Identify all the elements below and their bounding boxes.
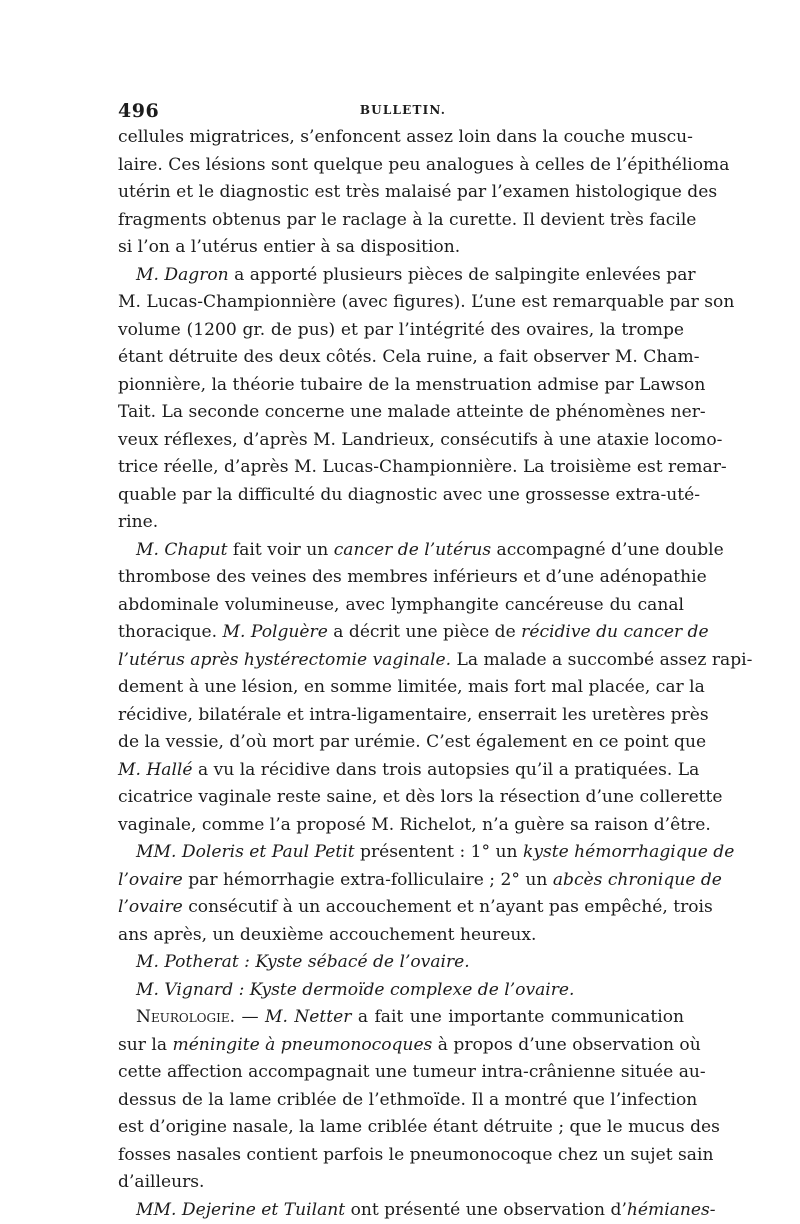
italic-text: M. Vignard : Kyste dermoïde complexe de l’ovaire. bbox=[136, 980, 575, 1000]
text-run: dement à une lésion, en somme limitée, mais fort mal placée, car la bbox=[118, 677, 705, 697]
italic-text: M. Polguère bbox=[223, 622, 328, 642]
text-line bbox=[118, 674, 684, 702]
italic-text: l’ovaire bbox=[118, 870, 183, 890]
text-run: fait voir un bbox=[227, 540, 333, 560]
italic-text: cancer de l’utérus bbox=[334, 540, 491, 560]
text-run: de la vessie, d’où mort par urémie. C’est également en ce point que bbox=[118, 732, 706, 752]
text-run: thrombose des veines des membres inférieurs et d’une adénopathie bbox=[118, 567, 707, 587]
body-text bbox=[118, 124, 684, 1224]
text-run: fosses nasales contient parfois le pneumonocoque chez un sujet sain bbox=[118, 1145, 713, 1165]
text-run: a fait une importante communication bbox=[351, 1007, 684, 1027]
text-run: accompagné d’une double bbox=[491, 540, 724, 560]
text-run: thoracique. bbox=[118, 622, 223, 642]
text-line bbox=[118, 564, 684, 592]
text-run: laire. Ces lésions sont quelque peu analogues à celles de l’épithélioma bbox=[118, 155, 729, 175]
text-run: — bbox=[235, 1007, 265, 1027]
text-line bbox=[118, 784, 684, 812]
text-line bbox=[118, 262, 684, 290]
text-run: rine. bbox=[118, 512, 158, 532]
text-line bbox=[118, 207, 684, 235]
text-line bbox=[118, 729, 684, 757]
text-line bbox=[118, 949, 684, 977]
text-run: étant détruite des deux côtés. Cela ruine, a fait observer M. Cham- bbox=[118, 347, 700, 367]
text-line bbox=[118, 1087, 684, 1115]
text-line bbox=[118, 289, 684, 317]
text-line bbox=[118, 867, 684, 895]
page-number: 496 bbox=[118, 100, 159, 122]
text-line bbox=[118, 757, 684, 785]
text-line bbox=[118, 234, 684, 262]
text-run: sur la bbox=[118, 1035, 172, 1055]
text-line bbox=[118, 647, 684, 675]
text-line bbox=[118, 179, 684, 207]
italic-text: MM. Dejerine et Tuilant bbox=[136, 1200, 345, 1220]
italic-text: M. Hallé bbox=[118, 760, 193, 780]
italic-text: abcès chronique de bbox=[553, 870, 722, 890]
text-run: est d’origine nasale, la lame criblée étant détruite ; que le mucus des bbox=[118, 1117, 720, 1137]
text-line bbox=[118, 454, 684, 482]
text-line bbox=[118, 427, 684, 455]
text-run: quable par la difficulté du diagnostic avec une grossesse extra-uté- bbox=[118, 485, 700, 505]
text-line bbox=[118, 1142, 684, 1170]
text-run: Tait. La seconde concerne une malade atteinte de phénomènes ner- bbox=[118, 402, 706, 422]
running-title: BULLETIN. bbox=[118, 103, 688, 117]
text-line bbox=[118, 399, 684, 427]
italic-text: MM. Doleris et Paul Petit bbox=[136, 842, 355, 862]
italic-text: M. Netter bbox=[265, 1007, 351, 1027]
text-run: a apporté plusieurs pièces de salpingite enlevées par bbox=[229, 265, 696, 285]
italic-text: l’ovaire bbox=[118, 897, 183, 917]
text-line bbox=[118, 894, 684, 922]
text-run: ont présenté une observation d’ bbox=[345, 1200, 627, 1220]
text-line bbox=[118, 344, 684, 372]
text-line bbox=[118, 977, 684, 1005]
text-run: à propos d’une observation où bbox=[432, 1035, 700, 1055]
text-run: M. Lucas-Championnière (avec figures). L’une est remarquable par son bbox=[118, 292, 734, 312]
italic-text: hémianes- bbox=[627, 1200, 716, 1220]
page-header bbox=[118, 100, 688, 124]
text-line bbox=[118, 1032, 684, 1060]
text-run: vaginale, comme l’a proposé M. Richelot, n’a guère sa raison d’être. bbox=[118, 815, 711, 835]
text-run: cette affection accompagnait une tumeur intra-crânienne située au- bbox=[118, 1062, 706, 1082]
italic-text: récidive du cancer de bbox=[521, 622, 708, 642]
text-run: cicatrice vaginale reste saine, et dès lors la résection d’une collerette bbox=[118, 787, 723, 807]
text-line bbox=[118, 619, 684, 647]
text-line bbox=[118, 592, 684, 620]
text-run: ans après, un deuxième accouchement heureux. bbox=[118, 925, 536, 945]
text-run: par hémorrhagie extra-folliculaire ; 2° un bbox=[183, 870, 553, 890]
italic-text: kyste hémorrhagique de bbox=[523, 842, 734, 862]
text-line bbox=[118, 152, 684, 180]
italic-text: méningite à pneumonocoques bbox=[172, 1035, 432, 1055]
text-line bbox=[118, 509, 684, 537]
italic-text: l’utérus après hystérectomie vaginale. bbox=[118, 650, 451, 670]
text-run: veux réflexes, d’après M. Landrieux, consécutifs à une ataxie locomo- bbox=[118, 430, 722, 450]
text-run: utérin et le diagnostic est très malaisé par l’examen histologique des bbox=[118, 182, 717, 202]
text-run: présentent : 1° un bbox=[355, 842, 523, 862]
text-line bbox=[118, 372, 684, 400]
text-run: consécutif à un accouchement et n’ayant pas empêché, trois bbox=[183, 897, 713, 917]
text-run: volume (1200 gr. de pus) et par l’intégrité des ovaires, la trompe bbox=[118, 320, 684, 340]
text-line bbox=[118, 537, 684, 565]
text-run: trice réelle, d’après M. Lucas-Championnière. La troisième est remar- bbox=[118, 457, 727, 477]
text-run: Neurologie. bbox=[136, 1007, 235, 1027]
text-line bbox=[118, 1004, 684, 1032]
text-run: si l’on a l’utérus entier à sa disposition. bbox=[118, 237, 460, 257]
text-line bbox=[118, 922, 684, 950]
text-run: pionnière, la théorie tubaire de la menstruation admise par Lawson bbox=[118, 375, 705, 395]
text-run: dessus de la lame criblée de l’ethmoïde. Il a montré que l’infection bbox=[118, 1090, 697, 1110]
text-run: a vu la récidive dans trois autopsies qu’il a pratiquées. La bbox=[193, 760, 700, 780]
text-run: La malade a succombé assez rapi- bbox=[451, 650, 752, 670]
italic-text: M. Potherat : Kyste sébacé de l’ovaire. bbox=[136, 952, 470, 972]
text-line bbox=[118, 702, 684, 730]
text-line bbox=[118, 1059, 684, 1087]
text-run: fragments obtenus par le raclage à la curette. Il devient très facile bbox=[118, 210, 696, 230]
text-run: d’ailleurs. bbox=[118, 1172, 204, 1192]
text-line bbox=[118, 1114, 684, 1142]
text-line bbox=[118, 482, 684, 510]
text-run: récidive, bilatérale et intra-ligamentaire, enserrait les uretères près bbox=[118, 705, 709, 725]
text-line bbox=[118, 839, 684, 867]
text-run: a décrit une pièce de bbox=[328, 622, 521, 642]
text-line bbox=[118, 1197, 684, 1224]
text-run: abdominale volumineuse, avec lymphangite cancéreuse du canal bbox=[118, 595, 684, 615]
text-run: cellules migratrices, s’enfoncent assez loin dans la couche muscu- bbox=[118, 127, 693, 147]
italic-text: M. Dagron bbox=[136, 265, 229, 285]
text-line bbox=[118, 812, 684, 840]
text-line bbox=[118, 124, 684, 152]
italic-text: M. Chaput bbox=[136, 540, 227, 560]
text-line bbox=[118, 317, 684, 345]
text-line bbox=[118, 1169, 684, 1197]
